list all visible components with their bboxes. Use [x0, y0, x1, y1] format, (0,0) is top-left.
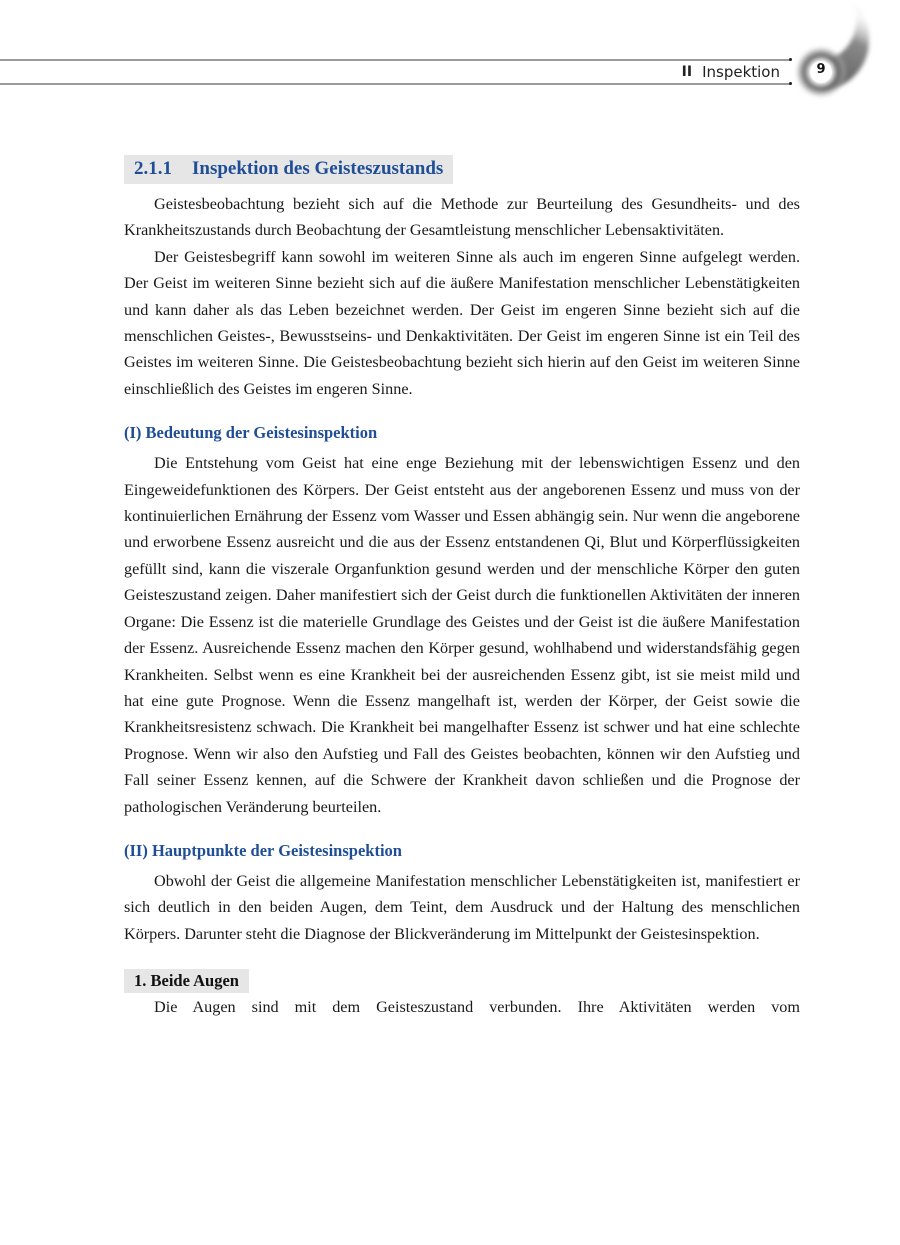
- page-emblem-icon: [790, 0, 900, 100]
- subsection-heading: (I) Bedeutung der Geistesinspektion: [124, 423, 378, 443]
- header-rule-top: [0, 59, 790, 61]
- page-content: [124, 155, 800, 1021]
- subsection-heading: (II) Hauptpunkte der Geistesinspektion: [124, 840, 402, 860]
- paragraph: Die Entstehung vom Geist hat eine enge Beziehung mit der lebenswichtigen Essenz und den Eingeweidefunktionen des Körpers. Der Geist entsteht aus der angeborenen Essenz und muss von der kontinuierlichen Ernährung der Essenz vom Wasser und Essen abhängig sein. Nur wenn die angeborene und erworbene Essenz ausreicht und die aus der Essenz entstandenen Qi, Blut und Körperflüssigkeiten gefüllt sind, kann die viszerale Organfunktion gesund werden und der menschliche Körper den guten Geisteszustand zeigen. Daher manifestiert sich der Geist durch die funktionellen Aktivitäten der inneren Organe: Die Essenz ist die materielle Grundlage des Geistes und der Geist ist die äußere Manifestation der Essenz. Ausreichende Essenz machen den Körper gesund, wohlhabend und widerstandsfähig gegen Krankheiten. Selbst wenn es eine Krankheit bei der ausreichenden Essenz gibt, ist sie meist mild und hat eine gute Prognose. Wenn die Essenz mangelhaft ist, werden der Körper, der Geist sowie die Krankheitsresistenz schwach. Die Krankheit bei mangelhafter Essenz ist schwer und hat eine schlechte Prognose. Wenn wir also den Aufstieg und Fall des Geistes beobachten, können wir den Aufstieg und Fall seiner Essenz kennen, auf die Schwere der Krankheit davon schließen und die Prognose der pathologischen Veränderung beurteilen.: [124, 454, 800, 816]
- paragraph: Der Geistesbegriff kann sowohl im weiteren Sinne als auch im engeren Sinne aufgelegt werden. Der Geist im weiteren Sinne bezieht sich auf die äußere Manifestation menschlicher Lebenstätigkeiten und kann daher als das Leben bezeichnet werden. Der Geist im engeren Sinne bezieht sich auf die menschlichen Geistes-, Bewusstseins- und Denkaktivitäten. Der Geist im engeren Sinne ist ein Teil des Geistes im weiteren Sinne. Die Geistesbeobachtung bezieht sich hierin auf den Geist im weiteren Sinne einschließlich des Geistes im engeren Sinne.: [124, 247, 800, 398]
- paragraph: Die Augen sind mit dem Geisteszustand verbunden. Ihre Aktivitäten werden vom: [154, 998, 800, 1017]
- part-title: Inspektion: [702, 63, 780, 81]
- running-head: [682, 61, 780, 83]
- header-rule-bottom: [0, 83, 790, 85]
- section-number: 2.1.1: [134, 158, 172, 179]
- page-number: 9: [816, 62, 826, 77]
- section-heading: [124, 155, 453, 184]
- paragraph: Obwohl der Geist die allgemeine Manifestation menschlicher Lebenstätigkeiten ist, manifestiert er sich deutlich in den beiden Augen, dem Teint, dem Ausdruck und der Haltung des menschlichen Körpers. Darunter steht die Diagnose der Blickveränderung im Mittelpunkt der Geistesinspektion.: [124, 871, 800, 943]
- part-number: II: [681, 64, 693, 80]
- subsubsection-heading: 1. Beide Augen: [124, 969, 249, 993]
- paragraph: Geistesbeobachtung bezieht sich auf die Methode zur Beurteilung des Gesundheits- und des Krankheitszustands durch Beobachtung der Gesamtleistung menschlicher Lebensaktivitäten.: [124, 195, 800, 240]
- section-title: Inspektion des Geisteszustands: [192, 158, 444, 179]
